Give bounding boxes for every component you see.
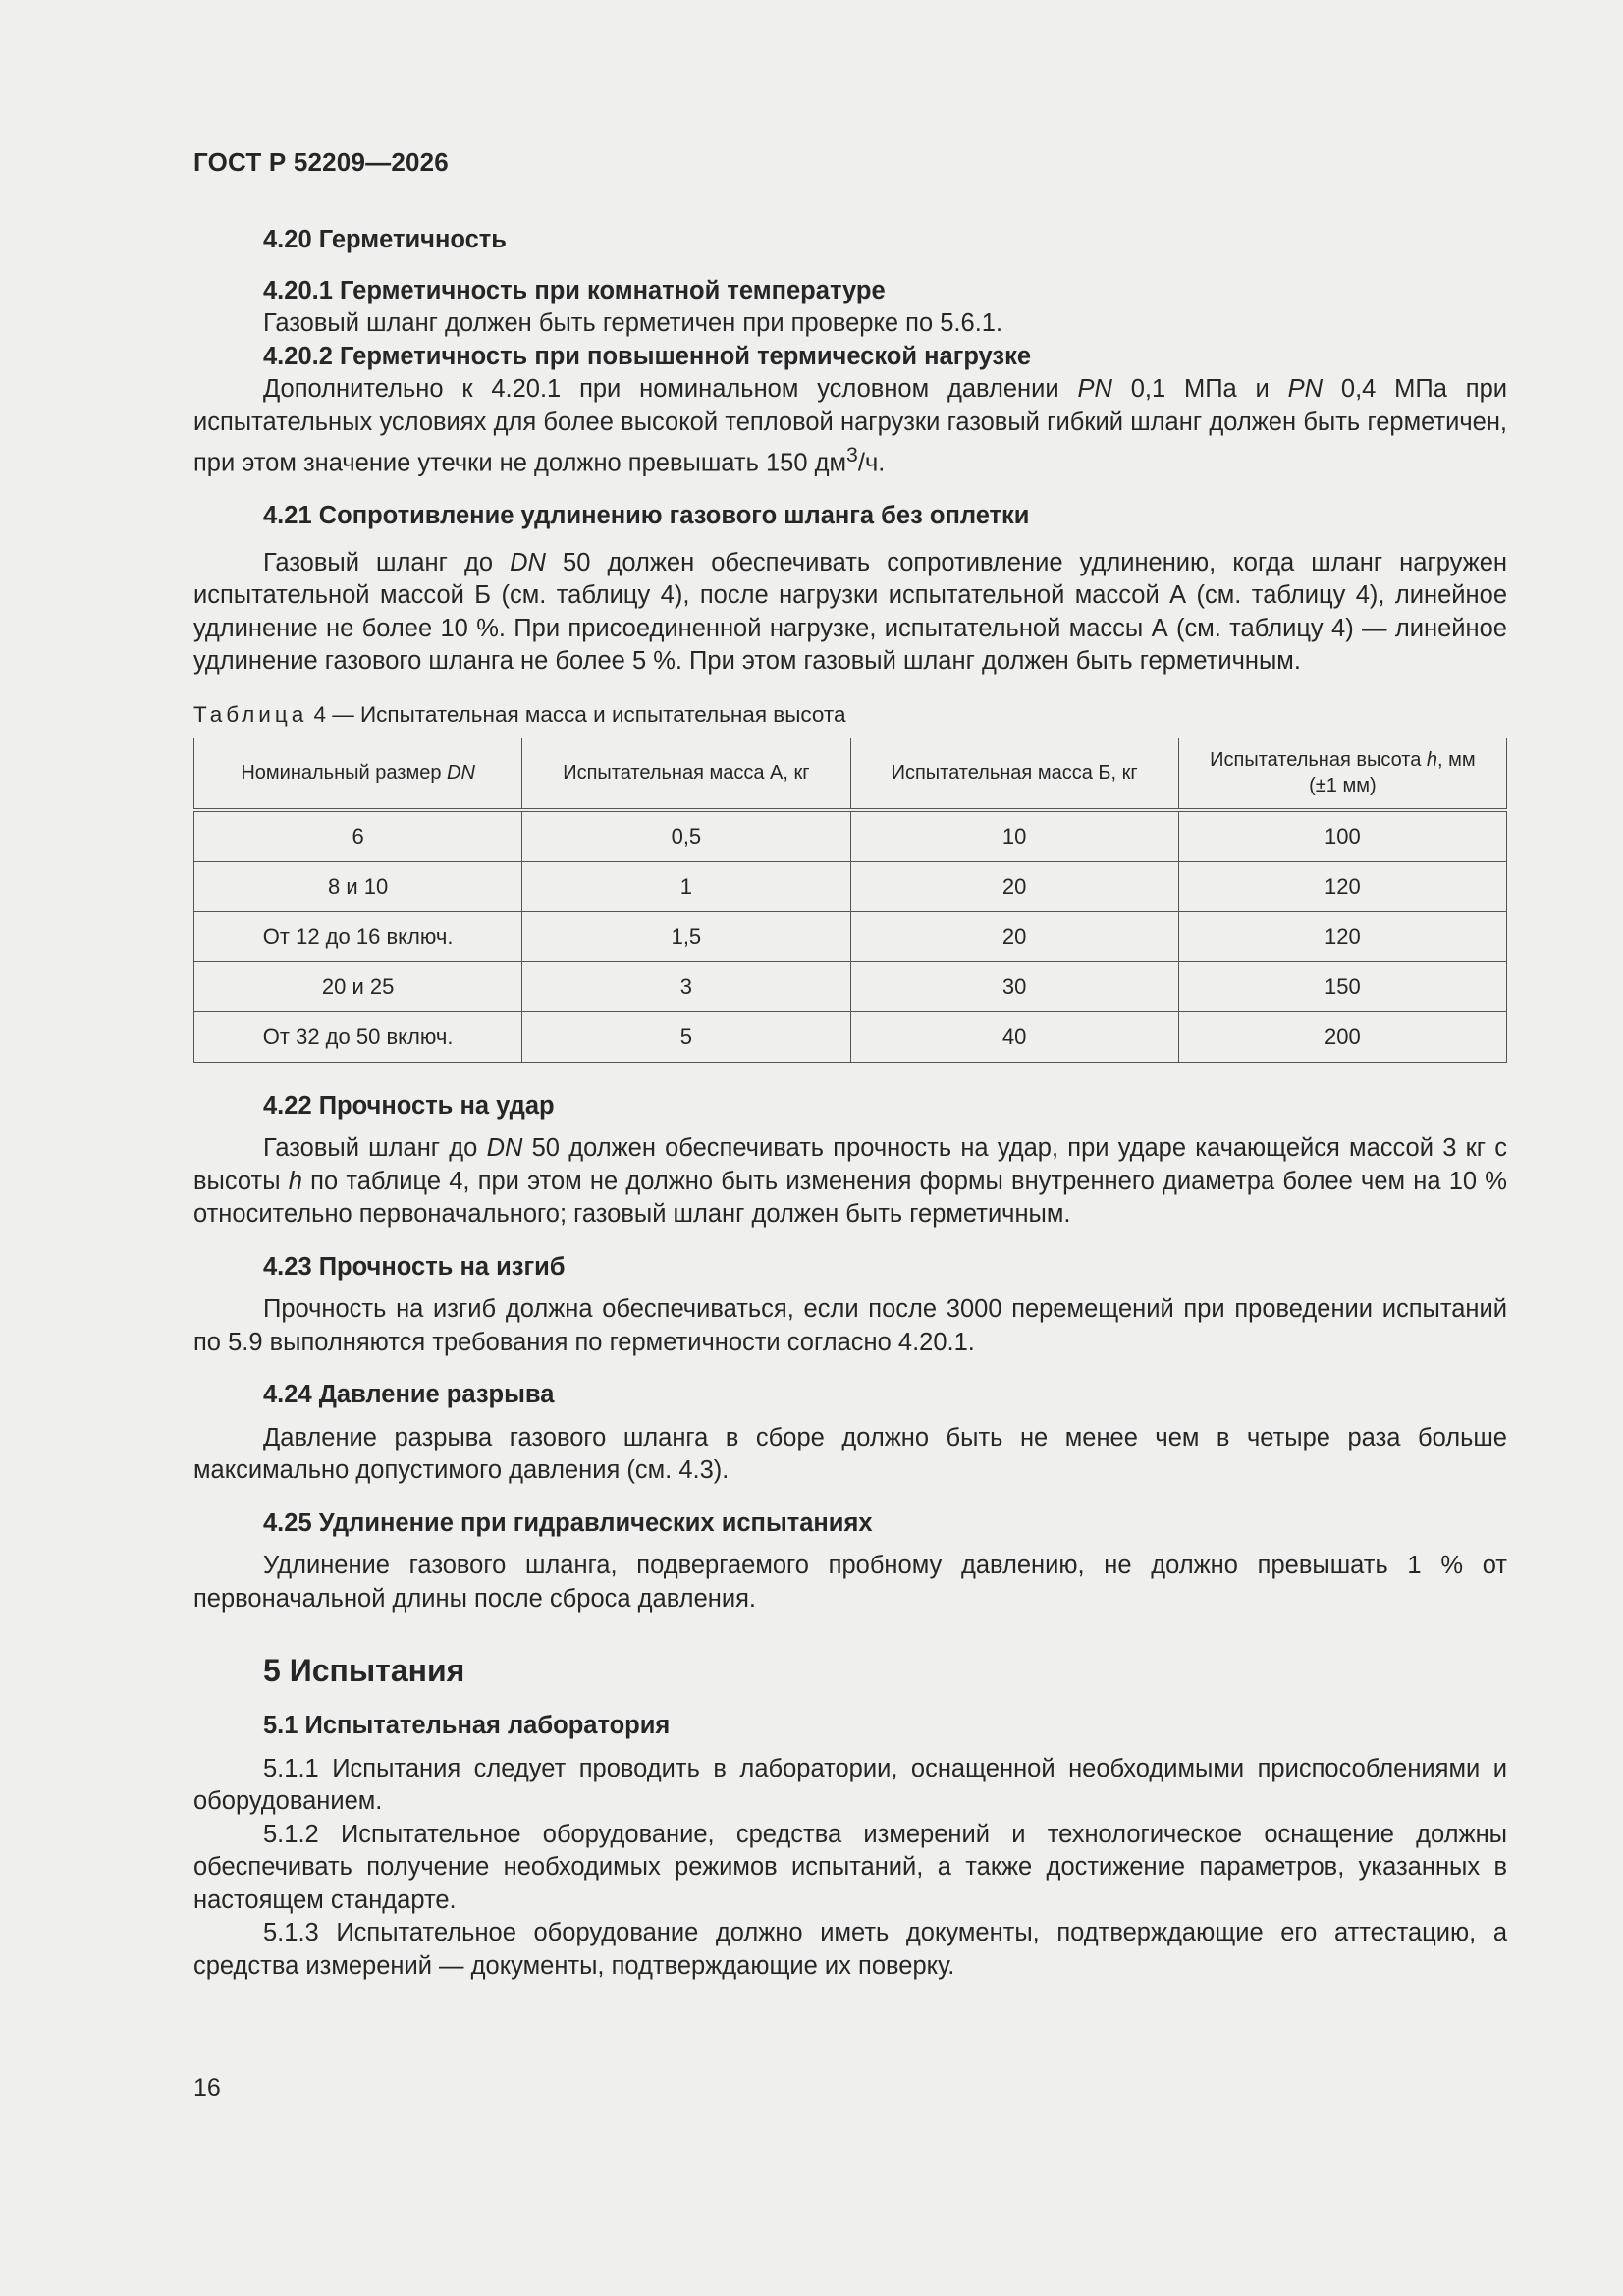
table-cell: 120	[1178, 861, 1506, 911]
table-cell: 3	[522, 961, 850, 1011]
section-4-23-title: 4.23 Прочность на изгиб	[263, 1252, 566, 1281]
table-cell: 8 и 10	[194, 861, 522, 911]
table-row	[194, 810, 1507, 862]
table-cell: 1,5	[522, 911, 850, 961]
paragraph-5-1-1: 5.1.1 Испытания следует проводить в лаборатории, оснащенной необходимыми приспособлениями и оборудованием.	[193, 1754, 1507, 1815]
page-number: 16	[193, 2074, 221, 2102]
table-cell: 20 и 25	[194, 961, 522, 1011]
table-cell: 200	[1178, 1011, 1506, 1062]
table-cell: От 12 до 16 включ.	[194, 911, 522, 961]
table-cell: 6	[194, 810, 522, 862]
section-5-title: 5 Испытания	[263, 1653, 465, 1688]
section-4-20-title: 4.20 Герметичность	[263, 226, 507, 253]
section-4-22-text: Газовый шланг до DN 50 должен обеспечивать прочность на удар, при ударе качающейся массой 3 кг с высоты h по таблице 4, при этом не должно быть изменения формы внутреннего диаметра более чем на 10 % относительно первоначального; газовый шланг должен быть герметичным.	[193, 1134, 1507, 1228]
paragraph-5-1-3: 5.1.3 Испытательное оборудование должно иметь документы, подтверждающие его аттестацию, а средства измерений — документы, подтверждающие их поверку.	[193, 1919, 1507, 1980]
section-4-22-title: 4.22 Прочность на удар	[263, 1091, 555, 1120]
table-cell: 10	[850, 810, 1178, 862]
section-4-20-1-title: 4.20.1 Герметичность при комнатной температуре	[263, 276, 886, 304]
section-4-20-2-text: Дополнительно к 4.20.1 при номинальном условном давлении PN 0,1 МПа и PN 0,4 МПа при испытательных условиях для более высокой тепловой нагрузки газовый гибкий шланг должен быть герметичен, при этом значение утечки не должно превышать 150 $дм^3/ч$.	[193, 375, 1507, 477]
table-cell: 150	[1178, 961, 1506, 1011]
section-4-23-text: Прочность на изгиб должна обеспечиваться, если после 3000 перемещений при проведении испытаний по 5.9 выполняются требования по герметичности согласно 4.20.1.	[193, 1295, 1507, 1356]
section-4-25-text: Удлинение газового шланга, подвергаемого пробному давлению, не должно превышать 1 % от первоначальной длины после сброса давления.	[193, 1552, 1507, 1613]
table-cell: 30	[850, 961, 1178, 1011]
table-cell: 120	[1178, 911, 1506, 961]
table-cell: 5	[522, 1011, 850, 1062]
table-cell: От 32 до 50 включ.	[194, 1011, 522, 1062]
table-4	[193, 738, 1507, 1063]
table-cell: 20	[850, 911, 1178, 961]
table-row	[194, 911, 1507, 961]
section-4-20-1-text: Газовый шланг должен быть герметичен при проверке по 5.6.1.	[263, 309, 1003, 337]
table-cell: 40	[850, 1011, 1178, 1062]
table-row	[194, 961, 1507, 1011]
page-content	[193, 224, 1507, 1983]
header-mass-a: Испытательная масса А, кг	[522, 738, 850, 810]
table-row	[194, 861, 1507, 911]
section-4-24-text: Давление разрыва газового шланга в сборе должно быть не менее чем в четыре раза больше максимально допустимого давления (см. 4.3).	[193, 1423, 1507, 1484]
table-4-caption: Таблица 4 — Испытательная масса и испытательная высота	[193, 701, 846, 727]
table-row	[194, 1011, 1507, 1062]
table-header-row	[194, 738, 1507, 810]
table-cell: 100	[1178, 810, 1506, 862]
document-code: ГОСТ Р 52209—2026	[193, 147, 449, 177]
table-cell: 20	[850, 861, 1178, 911]
section-4-21-title: 4.21 Сопротивление удлинению газового шланга без оплетки	[263, 502, 1030, 529]
section-4-24-title: 4.24 Давление разрыва	[263, 1381, 555, 1408]
header-height: Испытательная высота h, мм (±1 мм)	[1178, 738, 1506, 810]
paragraph-5-1-2: 5.1.2 Испытательное оборудование, средства измерений и технологическое оснащение должны обеспечивать получение необходимых режимов испытаний, а также достижение параметров, указанных в настоящем стандарте.	[193, 1820, 1507, 1914]
table-cell: 1	[522, 861, 850, 911]
section-5-1-title: 5.1 Испытательная лаборатория	[263, 1712, 671, 1739]
section-4-25-title: 4.25 Удлинение при гидравлических испытаниях	[263, 1508, 873, 1537]
table-cell: 0,5	[522, 810, 850, 862]
header-nominal-size: Номинальный размер DN	[194, 738, 522, 810]
header-mass-b: Испытательная масса Б, кг	[850, 738, 1178, 810]
section-4-21-text: Газовый шланг до DN 50 должен обеспечивать сопротивление удлинению, когда шланг нагружен испытательной массой Б (см. таблицу 4), после нагрузки испытательной массой А (см. таблицу 4), линейное удлинение не более 10 %. При присоединенной нагрузке, испытательной массы А (см. таблицу 4) — линейное удлинение газового шланга не более 5 %. При этом газовый шланг должен быть герметичным.	[193, 548, 1508, 675]
section-4-20-2-title: 4.20.2 Герметичность при повышенной термической нагрузке	[263, 342, 1032, 370]
